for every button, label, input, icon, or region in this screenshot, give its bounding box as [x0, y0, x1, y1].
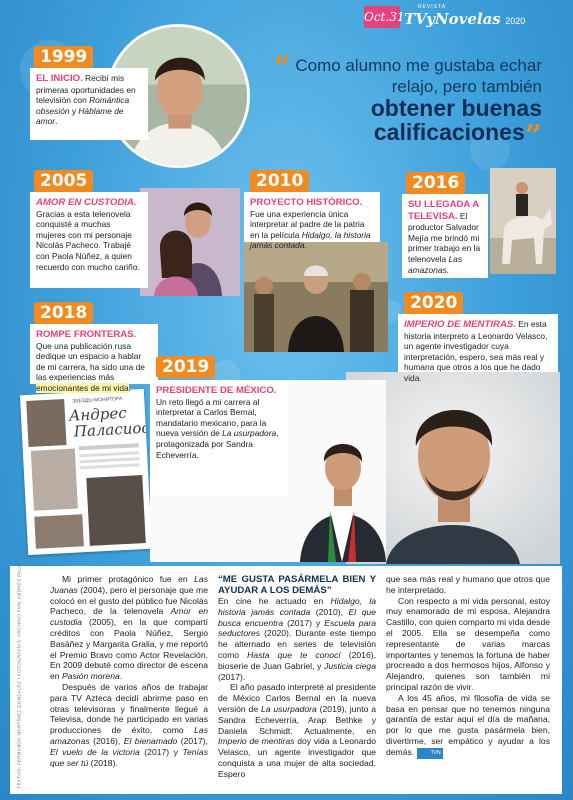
text-run-italic: La usurpadora [260, 703, 317, 714]
text-run-italic: Las Juanas [50, 574, 208, 595]
text-run: (2017). [218, 671, 246, 682]
magazine-logo-name: TVyNovelas [404, 10, 501, 28]
text-run-italic: El vuelo de la victoria [50, 746, 140, 757]
text-run-italic: El bienamado [123, 735, 178, 746]
issue-date-badge: Oct.31 [364, 6, 400, 28]
year-tab-2010: 2010 [250, 170, 309, 192]
photo-2005-couple [140, 188, 240, 296]
caption-2018 [30, 324, 158, 393]
hidalgo-scene-illustration [244, 242, 388, 352]
caption-2010-title: PROYECTO HISTÓRICO. [250, 197, 363, 208]
year-tab-2016: 2016 [406, 172, 465, 194]
article-body [10, 551, 562, 794]
text-run-italic: El que busca encuentra [218, 606, 376, 628]
photo-2016-horse [490, 168, 556, 274]
photo-2018-russian-magazine [20, 389, 152, 555]
pull-quote [272, 50, 542, 154]
caption-2019 [150, 380, 288, 496]
article-paragraph [386, 693, 550, 759]
text-run: Después de varios años de trabajar para TV Azteca decidí abrirme paso en otras televisoras y finalmente llegué a Televisa, donde he participado en varias producciones de éxito, como [50, 681, 208, 736]
caption-1999-title: EL INICIO. [36, 73, 83, 84]
text-run-italic: Justicia ciega [324, 660, 376, 671]
magazine-logo [404, 4, 525, 29]
text-run-italic: Tenías que ser tú [50, 746, 208, 768]
cover-name-line2: Паласиос [73, 418, 151, 441]
text-run-italic: Hasta que te conocí [247, 649, 341, 660]
caption-2020 [398, 314, 558, 383]
caption-2005-text: Gracias a esta telenovela conquisté a muchas mujeres con mi personaje Nicolás Pacheco. Trabajé con Paola Núñez, a quien recuerdo con mucho cariño. [36, 208, 140, 272]
quote-strong: obtener buenas calificaciones [370, 95, 542, 145]
caption-1999-show-a: Romántica obsesión [36, 95, 130, 116]
caption-2018-highlight: emocionantes de mi vida [36, 382, 129, 393]
text-run: (2018). [88, 757, 118, 768]
year-tab-1999: 1999 [34, 46, 93, 68]
article-paragraph [50, 682, 208, 768]
text-run: En cine he actuado en [218, 596, 331, 606]
article-paragraph: que sea más real y humano que otros que he interpretado. [386, 574, 550, 595]
text-run: (2017) y [139, 746, 183, 757]
caption-2010-text-b: . [304, 240, 307, 251]
caption-2018-title: ROMPE FRONTERAS. [36, 329, 137, 340]
text-run: El año pasado interpreté al presidente de México Carlos Bernal en la nueva versión de [218, 682, 376, 714]
text-run: doy vida a Leonardo Velasco, un agente investigador que conquista a una mujer de alta sociedad. Espero [218, 736, 376, 779]
cover-masthead: ЗВЕЗДЫ МОНИТОРА [72, 396, 123, 405]
text-run: A los 45 años, mi filosofía de vida se basa en pensar que no tenemos ninguna garantía de estar aquí el día de mañana, por lo que me gusta pasármela bien, divertirme, ser empático y ayudar a los demás. [386, 692, 550, 757]
article-column-3 [386, 574, 550, 759]
article-column-2 [218, 574, 376, 780]
text-run: (2020). Durante este tiempo he alternado en series de televisión como [218, 628, 376, 660]
text-run: Mi primer protagónico fue en [62, 574, 195, 584]
caption-2016 [402, 194, 488, 278]
caption-2018-text-b: . [128, 382, 131, 393]
caption-2018-text-a: Que una publicación rusa dedique un espacio a hablar de mi carrera, ha sido una de las experiencias más [36, 340, 145, 383]
caption-2019-show: La usurpadora [222, 428, 277, 439]
article-subheading: “ME GUSTA PASÁRMELA BIEN Y AYUDAR A LOS DEMÁS” [218, 574, 376, 596]
quote-close-mark: ” [524, 119, 542, 154]
text-run: (2005), en la que compartí créditos con Paola Núñez, Sergio Basáñez y Margarita Gralia, y me reportó el Premio Bravo como Actor Revelación. En 2009 debuté como director de escena en [50, 617, 208, 682]
caption-2016-text-a: El productor Salvador Mejía me brindó mi primer trabajo en la telenovela [408, 210, 481, 264]
text-run-italic: Pasión morena [61, 671, 120, 682]
horse-rider-illustration [490, 168, 556, 274]
text-run-italic: Hidalgo, la historia jamás contada [218, 596, 377, 617]
caption-1999 [30, 68, 148, 140]
text-run-italic: Las amazonas [50, 725, 208, 746]
text-run: (2019), junto a Sandra Echeverría, Arap Bethke y Daniela Schmidt. Actualmente, en [218, 703, 376, 736]
year-tab-2018: 2018 [34, 302, 93, 324]
article-paragraph [50, 574, 208, 682]
end-mark: TVN [417, 748, 443, 759]
quote-lead: Como alumno me gustaba echar relajo, pero también [295, 56, 542, 96]
caption-1999-text-c: . [55, 116, 58, 127]
text-run-italic: Escuela para seductores [218, 617, 376, 639]
photo-credits [13, 551, 23, 792]
caption-2019-text-b: , protagonizada por Sandra Echeverría. [156, 428, 279, 460]
caption-2020-title: IMPERIO DE MENTIRAS. [404, 319, 516, 330]
caption-1999-show-b: Háblame de amor [36, 105, 124, 127]
caption-2010-text-a: Fue una experiencia única interpretar al padre de la patria en la película [250, 208, 365, 240]
caption-2016-text-b: . [446, 264, 449, 275]
article-paragraph [218, 596, 376, 682]
year-tab-2019: 2019 [156, 356, 215, 378]
text-run: (2010), [310, 606, 349, 617]
caption-2010 [244, 192, 380, 251]
magazine-logo-year: 2020 [505, 16, 526, 26]
text-run: (2004), pero el personaje que me colocó en el gusto del público fue Nicolás Pacheco, de la telenovela [50, 584, 208, 617]
caption-2019-title: PRESIDENTE DE MÉXICO. [156, 385, 277, 396]
article-column-1 [50, 574, 208, 768]
russian-magazine-illustration [20, 389, 152, 555]
text-run-italic: Amor en custodia [50, 606, 208, 628]
caption-2020-text: En esta historia interpreto a Leonardo Velasco, un agente investigador cuya interpretación, espero, sea más real y humana que otros a los que he dado vida. [404, 319, 548, 383]
credits-text: TEXTOS: FERNANDO MARTÍNEZ GONZÁLEZ • FOTOGRAFÍAS: ARCHIVO TVN; ANDRÉS PALACIOS [16, 551, 22, 789]
caption-1999-text-a: Recibí mis primeras oportunidades en televisión con [36, 73, 136, 106]
caption-2019-text-a: Un reto llegó a mi carrera al interpretar a Carlos Bernal, mandatario mexicano, para la nueva versión de [156, 396, 267, 439]
caption-2005-title: AMOR EN CUSTODIA. [36, 197, 137, 208]
couple-illustration [140, 188, 240, 296]
quote-open-mark: “ [273, 50, 291, 85]
text-run: (2016), [89, 735, 124, 746]
year-tab-2005: 2005 [34, 170, 93, 192]
text-run: . [119, 671, 123, 682]
caption-2010-film: Hidalgo, la historia jamás contada [250, 229, 371, 251]
cover-name-line1: Андрес [68, 403, 128, 425]
photo-2010-hidalgo [244, 242, 388, 352]
year-tab-2020: 2020 [404, 292, 463, 314]
caption-2005 [30, 192, 148, 288]
article-paragraph [218, 682, 376, 779]
caption-1999-text-b: y [69, 105, 79, 116]
magazine-logo-small: REVISTA [418, 4, 447, 10]
caption-2016-show: Las amazonas [408, 253, 463, 275]
text-run: (2017), [177, 735, 208, 746]
article-paragraph: Con respecto a mi vida personal, estoy muy enamorado de mi esposa, Alejandra Castillo, con quien comparto mi vida desde el 2005. Ella se desempeña como representante de varias marcas importantes y tenemos la fortuna de haber procreado a dos hermosos hijos, Alfonso y Alejandro, quienes son también mi principal razón de vivir. [386, 595, 550, 692]
text-run: (2016), bioserie de Juan Gabriel, y [218, 649, 376, 671]
caption-2016-title: SU LLEGADA A TELEVISA. [408, 199, 479, 222]
text-run-italic: Imperio de mentiras [218, 736, 295, 747]
text-run: (2017) y [283, 617, 325, 628]
